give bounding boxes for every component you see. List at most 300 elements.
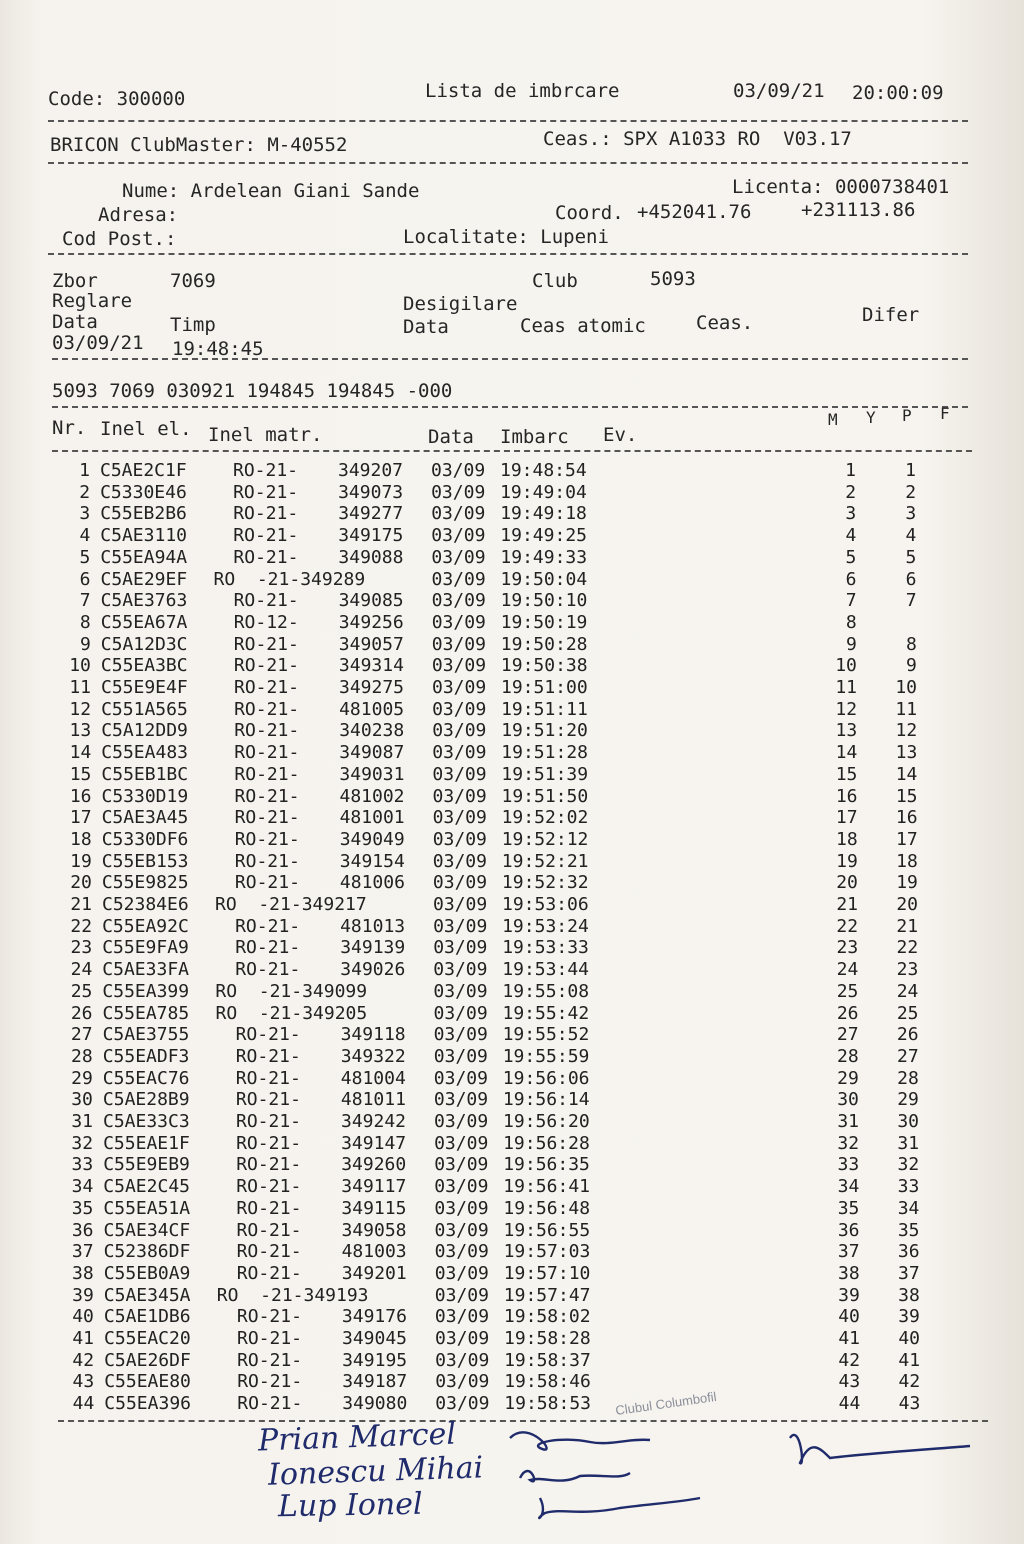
table-row (48, 547, 948, 569)
arrival-date: 03/09 (434, 1284, 489, 1306)
row-number: 41 (72, 1328, 94, 1349)
flag-p: 9 (906, 655, 917, 677)
row-number: 37 (71, 1241, 94, 1263)
ring-prefix: RO-21- (237, 1393, 303, 1415)
flag-m: 11 (835, 677, 857, 698)
ring-prefix: RO-21- (235, 915, 301, 937)
ring-number: 349201 (341, 1262, 407, 1284)
flag-m: 5 (845, 546, 857, 568)
row-number: 40 (72, 1306, 94, 1328)
arrival-time: 19:58:37 (504, 1349, 591, 1371)
table-row (52, 1371, 952, 1393)
flag-m: 28 (837, 1045, 859, 1067)
ring-prefix: RO-21- (234, 698, 300, 720)
arrival-date: 03/09 (431, 568, 486, 590)
flag-p: 34 (897, 1197, 920, 1219)
col-ev: Ev. (603, 424, 638, 446)
row-number: 10 (69, 655, 91, 677)
arrival-date: 03/09 (435, 1328, 490, 1349)
flag-m: 43 (838, 1371, 861, 1393)
arrival-time: 19:57:10 (503, 1262, 591, 1284)
ring-number: 349118 (340, 1024, 406, 1046)
table-row (51, 1111, 951, 1133)
table-row (49, 590, 949, 612)
coord-lat: +452041.76 (637, 201, 752, 223)
ring-number: 349256 (338, 611, 404, 633)
coord-label: Coord. (555, 202, 624, 224)
arrival-date: 03/09 (432, 698, 487, 720)
ring-electronic: C5AE345A (103, 1284, 191, 1306)
row-number: 18 (70, 828, 92, 850)
row-number: 16 (69, 785, 92, 807)
ring-prefix: RO-21- (234, 850, 300, 872)
flag-m: 10 (835, 655, 857, 677)
col-flag-p: P (902, 406, 912, 425)
ring-prefix: RO-21- (236, 1219, 302, 1241)
flag-p: 18 (896, 850, 918, 872)
arrival-date: 03/09 (434, 1262, 489, 1284)
arrival-time: 19:49:04 (500, 481, 587, 503)
ring-prefix: RO-21- (233, 655, 299, 677)
ring-number: 349195 (342, 1349, 408, 1371)
arrival-date: 03/09 (432, 807, 487, 829)
row-number: 1 (79, 460, 90, 481)
arrival-date: 03/09 (434, 1219, 489, 1241)
arrival-time: 19:58:28 (504, 1328, 591, 1349)
arrival-time: 19:55:08 (502, 980, 590, 1002)
row-number: 35 (71, 1197, 94, 1219)
arrival-time: 19:56:41 (503, 1176, 590, 1198)
ring-electronic: C5A12DD9 (101, 720, 188, 742)
arrival-date: 03/09 (431, 655, 487, 677)
flag-m: 1 (845, 460, 856, 481)
table-row (49, 699, 949, 721)
arrival-time: 19:51:00 (501, 677, 588, 698)
arrival-date: 03/09 (433, 1089, 489, 1111)
club-label: Club (532, 270, 578, 292)
table-row (52, 1350, 952, 1372)
ring-prefix: RO-21- (236, 1132, 302, 1154)
flag-m: 22 (836, 915, 859, 937)
ring-electronic: C55EAC76 (102, 1067, 190, 1089)
ring-number: 481013 (340, 915, 406, 937)
signature-3 (539, 1498, 700, 1518)
flag-m: 6 (845, 568, 857, 590)
row-number: 7 (79, 590, 91, 612)
flag-p: 19 (896, 872, 918, 894)
col-flag-y: Y (866, 408, 876, 427)
ring-electronic: C5AE3763 (100, 590, 188, 612)
arrival-date: 03/09 (433, 937, 488, 959)
ring-prefix: RO-21- (236, 1262, 302, 1284)
ring-prefix: RO -21-349193 (216, 1284, 369, 1306)
arrival-time: 19:49:33 (500, 546, 588, 568)
table-row (48, 503, 948, 525)
table-row (51, 1024, 951, 1046)
ring-prefix: RO-21- (234, 742, 300, 764)
arrival-date: 03/09 (431, 503, 486, 525)
ring-prefix: RO-21- (237, 1328, 303, 1349)
row-number: 26 (70, 1002, 93, 1024)
col-flag-f: F (940, 404, 950, 423)
divider (52, 450, 972, 452)
ring-prefix: RO-21- (234, 785, 300, 807)
row-number: 22 (70, 915, 93, 937)
table-row (48, 525, 948, 547)
row-number: 4 (79, 525, 91, 547)
ring-prefix: RO-21- (233, 546, 299, 568)
signature-2 (520, 1471, 630, 1481)
handwritten-name-1: Prian Marcel (257, 1416, 457, 1459)
locality: Localitate: Lupeni (403, 226, 609, 248)
table-row (50, 959, 950, 981)
ring-prefix: RO-21- (235, 1089, 301, 1111)
ring-prefix: RO -21-349205 (215, 1002, 368, 1024)
row-number: 3 (79, 503, 91, 525)
arrival-time: 19:51:50 (501, 785, 589, 807)
table-row (50, 894, 950, 916)
code-label: Code: 300000 (48, 88, 186, 110)
ring-prefix: RO-21- (234, 828, 300, 850)
ring-electronic: C5AE3A45 (101, 807, 189, 829)
flag-m: 24 (836, 959, 859, 981)
table-row (50, 937, 950, 959)
ring-prefix: RO-12- (233, 611, 299, 633)
table-row (49, 569, 949, 591)
ring-prefix: RO-21- (236, 1111, 302, 1132)
arrival-time: 19:51:20 (501, 720, 588, 742)
ring-electronic: C55EADF3 (102, 1045, 190, 1067)
ring-electronic: C55EA67A (100, 611, 188, 633)
ring-number: 481005 (339, 698, 405, 720)
reglare-date: 03/09/21 (52, 332, 144, 354)
ring-electronic: C55E9825 (101, 872, 189, 894)
ring-electronic: C55E9EB9 (103, 1154, 190, 1176)
flag-m: 30 (837, 1089, 859, 1111)
owner-name: Nume: Ardelean Giani Sande (122, 180, 420, 202)
arrival-time: 19:56:20 (503, 1111, 590, 1132)
flight-code-line: 5093 7069 030921 194845 194845 -000 (52, 380, 453, 402)
col-inel-el: Inel el. (100, 418, 192, 440)
table-row (50, 807, 950, 829)
clock-label: Ceas.: SPX A1033 RO V03.17 (543, 128, 852, 150)
zbor-label: Zbor (52, 270, 98, 292)
licence-number: Licenta: 0000738401 (732, 176, 950, 198)
arrival-date: 03/09 (435, 1393, 490, 1415)
arrival-time: 19:52:21 (501, 850, 589, 872)
ring-electronic: C55EA785 (102, 1002, 190, 1024)
list-title: Lista de imbrcare (425, 80, 620, 102)
flag-p: 24 (896, 980, 919, 1002)
ring-number: 349085 (338, 590, 404, 612)
table-row (50, 786, 950, 808)
table-row (52, 1241, 952, 1263)
ring-electronic: C5AE3755 (102, 1024, 190, 1046)
difer-label: Difer (862, 304, 920, 326)
arrival-date: 03/09 (432, 828, 487, 850)
table-row (50, 981, 950, 1003)
signature-4 (790, 1435, 970, 1463)
table-row (51, 1133, 951, 1155)
timp-label: Timp (170, 314, 216, 336)
ring-prefix: RO-21- (234, 677, 300, 698)
ring-number: 349147 (341, 1132, 407, 1154)
arrival-time: 19:49:18 (500, 503, 587, 525)
ring-number: 349314 (338, 655, 404, 677)
arrival-date: 03/09 (432, 872, 488, 894)
device-label: BRICON ClubMaster: M-40552 (50, 134, 348, 156)
divider (48, 162, 968, 164)
arrival-date: 03/09 (434, 1241, 489, 1263)
arrival-time: 19:48:54 (500, 460, 587, 481)
arrival-date: 03/09 (431, 546, 486, 568)
flag-m: 2 (845, 481, 857, 503)
row-number: 24 (70, 959, 93, 981)
table-row (48, 460, 948, 482)
arrival-time: 19:50:28 (500, 633, 588, 655)
ring-number: 349073 (338, 481, 404, 503)
ring-prefix: RO-21- (235, 1024, 301, 1046)
ring-prefix: RO-21- (235, 1067, 301, 1089)
arrival-date: 03/09 (434, 1306, 490, 1328)
flag-m: 20 (836, 872, 858, 894)
row-number: 42 (72, 1349, 95, 1371)
flag-p: 23 (896, 959, 919, 981)
print-date: 03/09/21 (733, 80, 825, 102)
ring-prefix: RO-21- (234, 807, 300, 829)
flag-m: 31 (837, 1111, 859, 1132)
flag-m: 44 (838, 1393, 861, 1415)
reglare-time: 19:48:45 (172, 338, 264, 360)
flag-p: 36 (897, 1241, 920, 1263)
flag-p: 20 (896, 894, 918, 915)
row-number: 28 (71, 1045, 93, 1067)
ring-electronic: C5330D19 (101, 785, 189, 807)
table-row (49, 634, 949, 656)
flag-m: 8 (845, 611, 857, 633)
flag-m: 14 (835, 742, 858, 764)
ring-electronic: C52384E6 (102, 894, 189, 915)
ring-prefix: RO-21- (233, 503, 299, 525)
ring-number: 340238 (339, 720, 405, 742)
table-row (52, 1220, 952, 1242)
row-number: 34 (71, 1176, 94, 1198)
col-flag-m: M (828, 410, 838, 429)
ring-electronic: C55E9FA9 (102, 937, 189, 959)
ring-electronic: C55EA51A (103, 1197, 191, 1219)
flag-p: 12 (895, 720, 918, 742)
divider (48, 120, 968, 122)
arrival-date: 03/09 (432, 677, 487, 698)
row-number: 14 (69, 742, 92, 764)
flag-p: 13 (895, 742, 918, 764)
ring-electronic: C55EA399 (102, 980, 190, 1002)
ring-prefix: RO-21- (236, 1176, 302, 1198)
table-row (52, 1263, 952, 1285)
row-number: 43 (72, 1371, 95, 1393)
row-number: 29 (71, 1067, 93, 1089)
ring-prefix: RO-21- (234, 763, 300, 785)
arrival-time: 19:51:28 (501, 742, 588, 764)
row-number: 27 (70, 1024, 93, 1046)
table-row (48, 482, 948, 504)
arrival-date: 03/09 (433, 1045, 488, 1067)
ring-prefix: RO -21-349099 (215, 980, 368, 1002)
row-number: 20 (70, 872, 92, 894)
arrival-time: 19:56:28 (503, 1132, 590, 1154)
ring-prefix: RO-21- (236, 1306, 302, 1328)
table-row (49, 742, 949, 764)
flag-m: 13 (835, 720, 858, 742)
row-number: 2 (79, 481, 91, 503)
divider (52, 406, 968, 408)
row-number: 21 (70, 894, 92, 915)
reglare-label: Reglare (52, 290, 133, 312)
ring-electronic: C5A12D3C (100, 633, 188, 655)
flag-p: 14 (895, 763, 918, 785)
row-number: 38 (72, 1262, 94, 1284)
table-row (52, 1393, 952, 1415)
flag-p: 5 (905, 546, 917, 568)
flag-p: 1 (905, 460, 916, 481)
table-row (49, 764, 949, 786)
flag-p: 11 (895, 698, 918, 720)
ring-electronic: C5AE29EF (100, 568, 188, 590)
flag-p: 40 (898, 1328, 920, 1349)
divider (48, 253, 968, 255)
ceas-atomic-label: Ceas atomic (520, 315, 646, 337)
flag-m: 12 (835, 698, 858, 720)
flag-p: 35 (897, 1219, 920, 1241)
ring-electronic: C5AE3110 (100, 525, 187, 547)
flag-m: 27 (836, 1024, 859, 1046)
arrival-time: 19:50:19 (500, 611, 588, 633)
flag-p: 6 (905, 568, 917, 590)
ring-number: 349080 (342, 1393, 408, 1415)
ring-number: 349045 (342, 1328, 408, 1349)
flag-p: 3 (905, 503, 917, 525)
flag-p: 33 (897, 1176, 920, 1198)
ring-number: 349277 (338, 503, 404, 525)
ring-electronic: C55EAC20 (104, 1328, 191, 1349)
ring-electronic: C55EA483 (101, 742, 188, 764)
signature-1 (510, 1432, 650, 1449)
arrival-time: 19:55:42 (502, 1002, 590, 1024)
desigilare-data-label: Data (403, 316, 449, 338)
flag-p: 31 (897, 1132, 920, 1154)
flag-m: 26 (836, 1002, 859, 1024)
row-number: 30 (71, 1089, 93, 1111)
ring-number: 349207 (338, 460, 404, 481)
arrival-time: 19:56:55 (503, 1219, 591, 1241)
ring-electronic: C5AE1DB6 (103, 1306, 191, 1328)
ring-number: 349322 (340, 1045, 406, 1067)
ring-number: 481011 (340, 1089, 406, 1111)
arrival-date: 03/09 (432, 763, 487, 785)
table-row (49, 720, 949, 742)
arrival-date: 03/09 (432, 785, 487, 807)
ring-electronic: C55EA92C (102, 915, 189, 937)
ring-electronic: C551A565 (101, 698, 188, 720)
row-number: 32 (71, 1132, 94, 1154)
arrival-time: 19:53:33 (502, 937, 589, 959)
flag-p: 26 (896, 1024, 919, 1046)
ring-electronic: C55EB153 (101, 850, 189, 872)
table-row (50, 916, 950, 938)
table-row (51, 1154, 951, 1176)
ring-prefix: RO-21- (233, 525, 299, 547)
flag-p: 41 (898, 1349, 921, 1371)
ring-prefix: RO-21- (233, 481, 299, 503)
flag-m: 15 (835, 763, 858, 785)
ring-prefix: RO-21- (233, 590, 299, 612)
table-row (51, 1068, 951, 1090)
row-number: 36 (71, 1219, 94, 1241)
ring-prefix: RO-21- (236, 1197, 302, 1219)
arrival-date: 03/09 (433, 1002, 488, 1024)
arrival-time: 19:56:06 (502, 1067, 590, 1089)
table-row (52, 1328, 952, 1350)
col-nr: Nr. (52, 417, 87, 439)
row-number: 9 (79, 633, 91, 655)
arrival-date: 03/09 (434, 1197, 489, 1219)
flag-m: 4 (845, 525, 857, 547)
ring-number: 349087 (339, 742, 405, 764)
flag-p: 29 (897, 1089, 919, 1111)
ring-electronic: C5AE33C3 (103, 1111, 190, 1132)
flag-p: 28 (897, 1067, 919, 1089)
table-row (50, 872, 950, 894)
ring-prefix: RO-21- (233, 633, 299, 655)
flag-p: 38 (898, 1284, 920, 1306)
arrival-date: 03/09 (431, 525, 486, 547)
flag-m: 32 (837, 1132, 860, 1154)
flag-p: 8 (905, 633, 917, 655)
row-number: 15 (69, 763, 92, 785)
row-number: 31 (71, 1111, 93, 1132)
ring-number: 481004 (340, 1067, 406, 1089)
flag-p: 7 (905, 590, 917, 612)
ring-number: 481006 (339, 872, 405, 894)
col-data: Data (428, 426, 474, 448)
ring-number: 349176 (341, 1306, 407, 1328)
row-number: 25 (70, 980, 93, 1002)
ring-number: 349115 (341, 1197, 407, 1219)
flag-m: 9 (845, 633, 857, 655)
table-row (52, 1306, 952, 1328)
club-value: 5093 (650, 268, 696, 290)
divider (52, 358, 968, 360)
arrival-date: 03/09 (434, 1154, 489, 1176)
print-time: 20:00:09 (852, 82, 944, 104)
arrival-time: 19:58:46 (504, 1371, 591, 1393)
flag-m: 41 (838, 1328, 860, 1349)
table-row (50, 829, 950, 851)
ring-number: 349031 (339, 763, 405, 785)
flag-p: 42 (898, 1371, 921, 1393)
ring-number: 349187 (342, 1371, 408, 1393)
ring-prefix: RO -21-349289 (213, 568, 366, 590)
arrival-time: 19:57:47 (503, 1284, 591, 1306)
ring-electronic: C5AE26DF (104, 1349, 191, 1371)
row-number: 33 (71, 1154, 94, 1176)
row-number: 23 (70, 937, 93, 959)
ring-prefix: RO-21- (237, 1371, 303, 1393)
col-imbarc: Imbarc (500, 426, 569, 448)
arrival-time: 19:51:39 (501, 763, 589, 785)
flag-m: 38 (838, 1262, 860, 1284)
arrival-date: 03/09 (433, 1024, 488, 1046)
